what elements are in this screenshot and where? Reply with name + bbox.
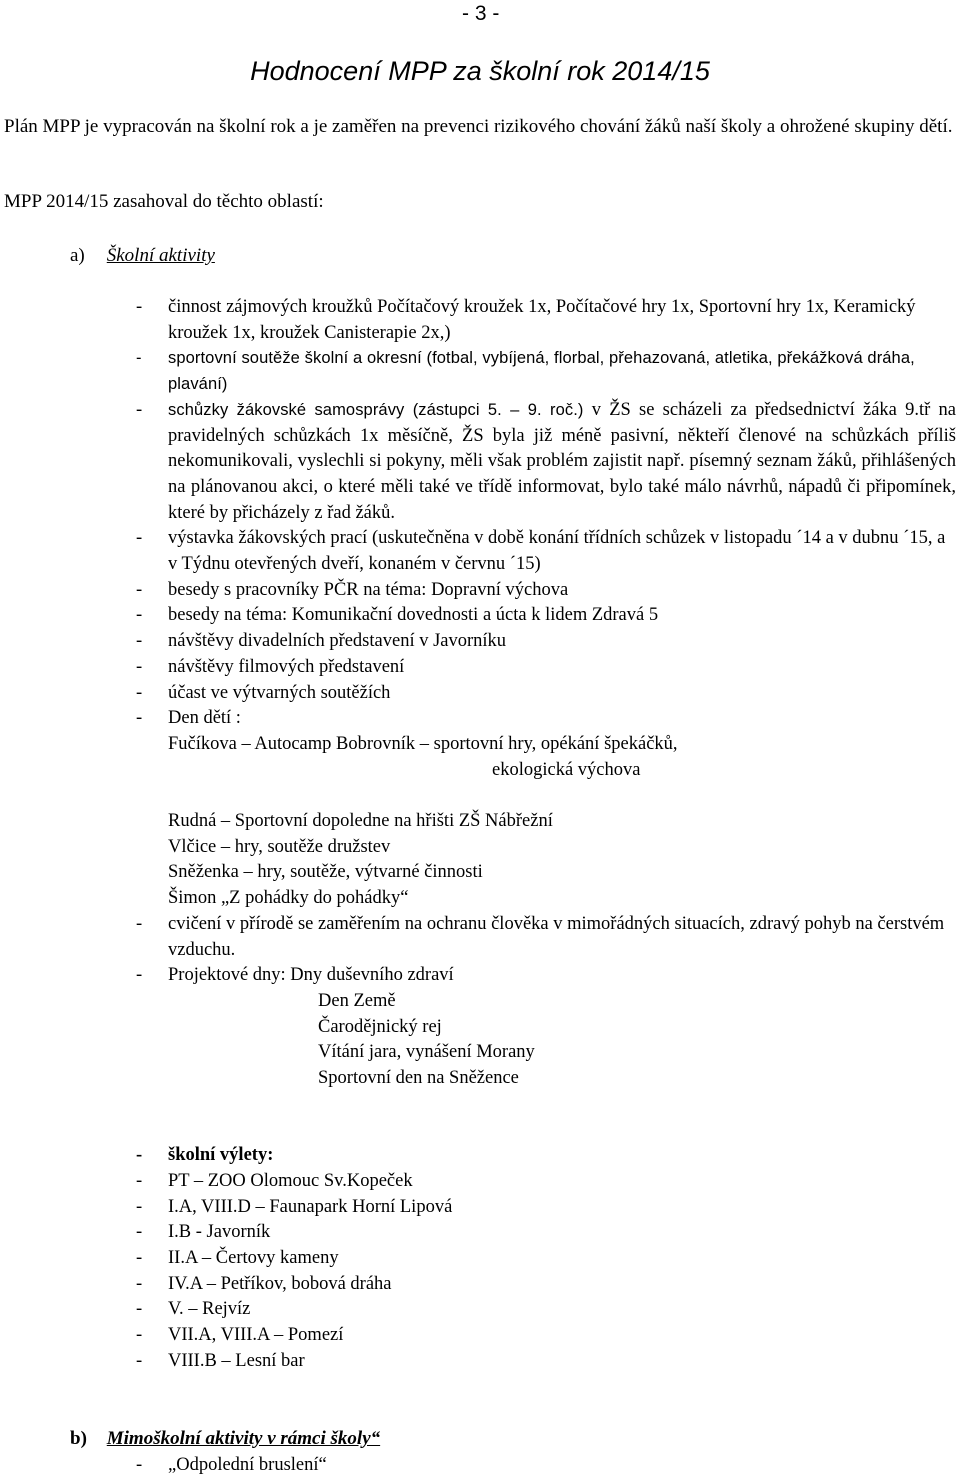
list-dash: - [136,708,143,729]
list-dash: - [136,579,143,600]
list-item [0,655,960,681]
trip-text: IV.A – Petříkov, bobová dráha [168,1273,392,1294]
list-dash: - [136,1350,143,1371]
spacer [0,1117,960,1143]
list-dash: - [136,399,143,420]
den-deti-ekologicka: ekologická výchova [492,759,641,780]
trip-text: V. – Rejvíz [168,1299,251,1320]
section-b-label: b) [70,1428,87,1449]
list-item [0,603,960,629]
list-item [0,398,960,527]
page-number: - 3 - [462,2,500,25]
list-dash: - [136,1170,143,1191]
section-b-title: Mimoškolní aktivity v rámci školy“ [106,1428,381,1449]
den-deti-snezenka: Sněženka – hry, soutěže, výtvarné činnosti [168,862,483,883]
project-day: Den Země [318,990,396,1011]
section-a-label: a) [70,245,85,266]
trips-heading: školní výlety: [168,1145,274,1166]
b-item-text: „Odpolední bruslení“ [168,1455,327,1475]
list-item [0,1297,960,1323]
list-item [0,1272,960,1298]
list-item [0,681,960,707]
den-deti-simon: Šimon „Z pohádky do pohádky“ [168,888,409,909]
section-a-title: Školní aktivity [106,245,215,266]
list-dash: - [136,528,143,549]
list-item [0,295,960,346]
list-dash: - [136,1273,143,1294]
spacer [0,1092,960,1118]
list-dash: - [136,631,143,652]
list-item [0,1349,960,1375]
activity-text: cvičení v přírodě se zaměřením na ochranu člověka v mimořádných situacích, zdravý pohyb na čerstvém vzduchu. [168,913,945,960]
activity-text: schůzky žákovské samosprávy (zástupci 5. – 9. roč.) [168,400,584,419]
list-item [0,1169,960,1195]
list-dash: - [136,1325,143,1346]
activity-text: besedy na téma: Komunikační dovednosti a úcta k lidem Zdravá 5 [168,605,659,626]
list-item [0,1220,960,1246]
section-b-heading [70,1428,380,1450]
list-dash: - [136,1299,143,1320]
list-item [0,1143,960,1169]
list-dash: - [136,1455,143,1475]
list-dash: - [136,656,143,677]
list-item [0,346,960,397]
project-day: Sportovní den na Sněžence [318,1068,519,1089]
section-a-heading [70,245,215,267]
list-item [0,1323,960,1349]
activity-text-continued: v ŽS se scházeli za předsednictví žáka 9.tř na pravidelných schůzkách 1x měsíčně, ŽS byla již méně pasivní, někteří členové na schůzkách příliš nekomunikovali, vyslechli si pokyny, měli však problém zajistit např. písemný seznam žáků, přihlášených na plánovanou akci, o které měli také ve třídě informovat, bylo také málo návrhů, nápadů či připomínek, které by přicházely z řad žáků. [168,399,956,523]
trip-text: I.A, VIII.D – Faunapark Horní Lipová [168,1196,453,1217]
activity-text: činnost zájmových kroužků Počítačový kroužek 1x, Počítačové hry 1x, Sportovní hry 1x, Keramický kroužek 1x, kroužek Canisterapie 2x,) [168,297,916,343]
den-deti-fucikova: Fučíkova – Autocamp Bobrovník – sportovní hry, opékání špekáčků, [168,733,678,754]
list-dash: - [136,682,143,703]
trip-text: PT – ZOO Olomouc Sv.Kopeček [168,1170,413,1191]
list-item [0,706,960,732]
project-day: Čarodějnický rej [318,1016,442,1037]
list-item [0,629,960,655]
list-dash: - [136,1247,143,1268]
activities-list [0,295,960,1374]
list-dash: - [136,1222,143,1243]
den-deti-rudna: Rudná – Sportovní dopoledne na hřišti ZŠ Nábřežní [168,811,553,832]
list-dash: - [136,349,142,368]
list-dash: - [136,297,143,317]
activity-text: Projektové dny: Dny duševního zdraví [168,965,454,986]
list-dash: - [136,965,143,986]
activity-text: besedy s pracovníky PČR na téma: Dopravní výchova [168,579,569,600]
den-deti-vlcice: Vlčice – hry, soutěže družstev [168,836,391,857]
list-item [0,1246,960,1272]
list-item [0,526,960,577]
areas-intro: MPP 2014/15 zasahoval do těchto oblastí: [4,191,324,212]
activity-text: návštěvy divadelních představení v Javorníku [168,631,507,652]
activity-text: sportovní soutěže školní a okresní (fotbal, vybíjená, florbal, přehazovaná, atletika, překážková dráha, plavání) [168,349,915,394]
list-dash: - [136,605,143,626]
activity-text: výstavka žákovských prací (uskutečněna v době konání třídních schůzek v listopadu ´14 a v dubnu ´15, a v Týdnu otevřených dveří, konaném v červnu ´15) [168,528,946,575]
spacer [0,783,960,809]
trip-text: VII.A, VIII.A – Pomezí [168,1325,344,1346]
trip-text: VIII.B – Lesní bar [168,1350,305,1371]
activity-text: Den dětí : [168,708,241,729]
list-dash: - [136,1196,143,1217]
list-item [0,1195,960,1221]
activity-text: účast ve výtvarných soutěžích [168,682,391,703]
list-dash: - [136,913,143,934]
list-item [0,963,960,989]
list-item [0,578,960,604]
intro-paragraph: Plán MPP je vypracován na školní rok a je zaměřen na prevenci rizikového chování žáků naší školy a ohrožené skupiny dětí. [4,116,953,137]
project-day: Vítání jara, vynášení Morany [318,1042,535,1063]
list-item [0,1453,960,1479]
trip-text: II.A – Čertovy kameny [168,1247,339,1268]
section-b-list [0,1453,960,1479]
trip-text: I.B - Javorník [168,1222,271,1243]
page-title: Hodnocení MPP za školní rok 2014/15 [250,56,710,86]
activity-text: návštěvy filmových představení [168,656,405,677]
list-item [0,912,960,963]
list-dash: - [136,1145,143,1166]
